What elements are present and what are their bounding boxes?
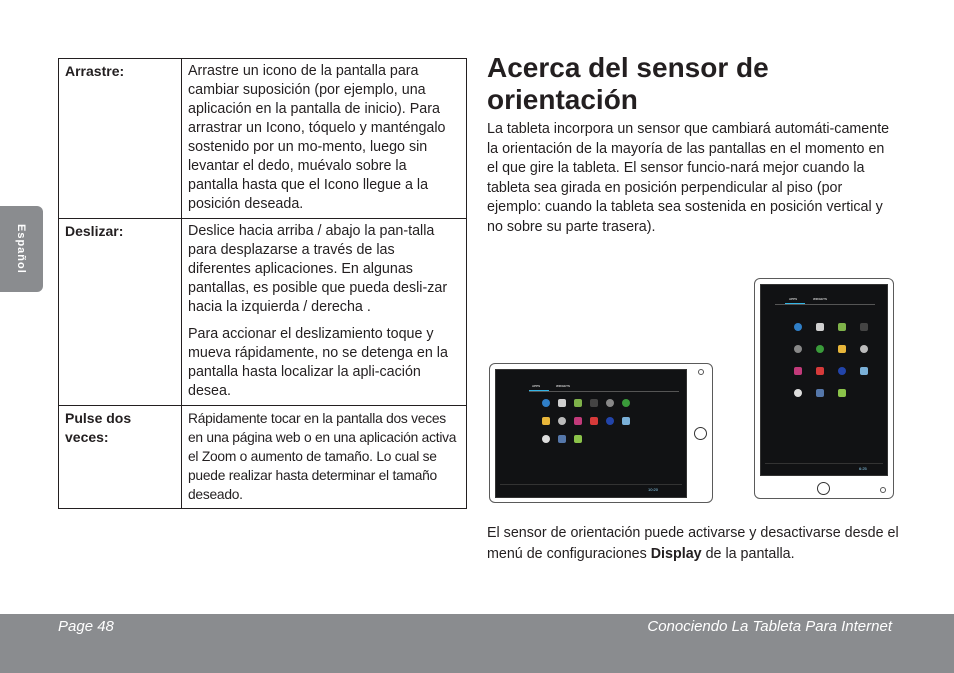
home-button — [694, 427, 707, 440]
page-number: Page 48 — [58, 618, 114, 635]
setting-text-before: El sensor de orientación puede activarse y desactivarse desde el menú de configuraciones — [487, 525, 899, 562]
camera-app-icon — [590, 399, 598, 407]
gesture-paragraph: Rápidamente tocar en la pantalla dos veces en una página web o en una aplicación activa el Zoom o aumento de tamaño. Lo cual se puede realizar hasta determinar el tamaño deseado. — [188, 411, 457, 502]
display-menu-name: Display — [650, 546, 702, 562]
email-app-icon — [542, 417, 550, 425]
music-app-icon — [860, 345, 868, 353]
photos-app-icon — [622, 417, 630, 425]
page-footer — [0, 614, 954, 673]
calendar-app-icon — [838, 323, 846, 331]
section-title: Acerca del sensor de orientación — [487, 52, 769, 115]
browser-app-icon — [542, 399, 550, 407]
gesture-paragraph: Deslice hacia arriba / abajo la pan-talla para desplazarse a través de las diferentes aplicaciones. En algunas pantallas, es posible que pueda desli-zar hacia la izquierda / derecha . — [188, 223, 448, 315]
gesture-description — [182, 219, 467, 406]
language-tab — [0, 206, 43, 292]
gesture-term: Arrastre: — [59, 59, 182, 219]
system-bar — [500, 484, 682, 485]
gesture-paragraph: Arrastre un icono de la pantalla para cambiar suposición (por ejemplo, una aplicación en la pantalla de inicio). Para arrastrar un Icono, tóquelo y manténgalo sostenido por un mo-mento, luego sin levantar el dedo, muévalo sobre la pantalla hasta que el Icono llegue a la posición deseada. — [188, 63, 446, 212]
quickoffice-app-icon — [816, 367, 824, 375]
widgets-tab-label: WIDGETS — [813, 297, 827, 301]
footer-title: Conociendo La Tableta Para Internet — [647, 618, 892, 635]
media-app-icon — [838, 367, 846, 375]
gesture-row-drag — [59, 59, 467, 219]
settings-app-icon — [816, 389, 824, 397]
tab-divider — [775, 304, 875, 305]
downloads-app-icon — [816, 345, 824, 353]
tablet-screen — [760, 284, 888, 476]
camera-app-icon — [860, 323, 868, 331]
tablet-screen — [495, 369, 687, 498]
camera-dot — [880, 487, 886, 493]
gesture-description — [182, 59, 467, 219]
search-app-icon — [794, 389, 802, 397]
language-tab-label: Español — [15, 224, 27, 274]
quickoffice-app-icon — [590, 417, 598, 425]
photos-app-icon — [860, 367, 868, 375]
orientation-setting-note — [487, 523, 907, 565]
section-intro: La tableta incorpora un sensor que cambiará automáti-camente la orientación de la mayoría de las pantallas en el momento en el que gire la tableta. El sensor funcio-nará mejor cuando la tableta sea girada en posición perpendicular al piso (por ejemplo: cuando la tableta sea sostenida en posición vertical y no sobre su parte trasera). — [487, 121, 890, 235]
widgets-tab-label: WIDGETS — [556, 384, 570, 388]
portrait-clock: 6:25 — [859, 466, 867, 471]
settings-app-icon — [558, 435, 566, 443]
downloads-app-icon — [622, 399, 630, 407]
gallery-app-icon — [794, 367, 802, 375]
gesture-term: Deslizar: — [59, 219, 182, 406]
android-app-icon — [838, 389, 846, 397]
gesture-description — [182, 406, 467, 509]
apps-tab-label: APPS — [789, 297, 798, 301]
music-app-icon — [558, 417, 566, 425]
calculator-app-icon — [816, 323, 824, 331]
setting-text-after: de la pantalla. — [701, 546, 795, 562]
tab-divider — [529, 391, 679, 392]
clock-app-icon — [794, 345, 802, 353]
gesture-term: Pulse dos veces: — [59, 406, 182, 509]
browser-app-icon — [794, 323, 802, 331]
gesture-row-double-tap — [59, 406, 467, 509]
apps-tab-label: APPS — [532, 384, 541, 388]
tablet-portrait-illustration — [754, 278, 894, 499]
media-app-icon — [606, 417, 614, 425]
landscape-clock: 10:20 — [648, 487, 659, 492]
system-bar — [765, 463, 883, 464]
home-button — [817, 482, 830, 495]
clock-app-icon — [606, 399, 614, 407]
gesture-row-swipe — [59, 219, 467, 406]
gesture-table — [58, 58, 467, 509]
gesture-paragraph: Para accionar el deslizamiento toque y mueva rápidamente, no se detenga en la pantalla hasta localizar la apli-cación desea. — [188, 326, 448, 399]
camera-dot — [698, 369, 704, 375]
search-app-icon — [542, 435, 550, 443]
tablet-landscape-illustration — [489, 363, 713, 503]
calculator-app-icon — [558, 399, 566, 407]
calendar-app-icon — [574, 399, 582, 407]
android-app-icon — [574, 435, 582, 443]
gallery-app-icon — [574, 417, 582, 425]
email-app-icon — [838, 345, 846, 353]
